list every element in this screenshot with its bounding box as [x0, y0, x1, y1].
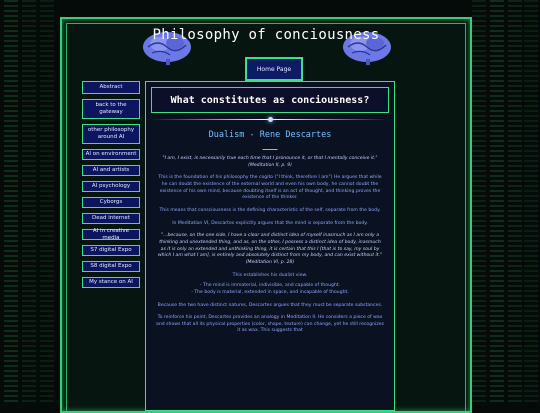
- sidebar-item-my-stance[interactable]: My stance on AI: [82, 277, 140, 288]
- sidebar-item-dead-internet[interactable]: Dead internet: [82, 213, 140, 224]
- paragraph-4: In Meditation VI, Descartes explicitly argues that the mind is separate from the body.: [172, 220, 368, 226]
- section-title: Dualism - Rene Descartes: [208, 130, 332, 140]
- paragraph-6: This establishes his dualist view.: [232, 272, 308, 278]
- sidebar-item-s8-expo[interactable]: S8 digital Expo: [82, 261, 140, 272]
- sidebar-item-other-philosophy[interactable]: other philosophy around AI: [82, 124, 140, 144]
- paragraph-3: This means that consciousness is the defining characteristic of the self, separate from the body.: [159, 207, 381, 213]
- sidebar-nav: [82, 81, 142, 293]
- paragraph-quote-1: "I am, I exist, is necessarily true each time that I pronounce it, or that I mentally conceive it." (Meditation II, p. 9): [162, 156, 378, 168]
- divider: [151, 117, 389, 122]
- site-title: Philosophy of conciousness: [152, 27, 380, 43]
- sidebar-item-ai-psychology[interactable]: AI psychology: [82, 181, 140, 192]
- paragraph-quote-2: "...because, on the one side, I have a clear and distinct idea of myself inasmuch as I am only a thinking and unextended thing, and as, on the other, I possess a distinct idea of body, inasmuch as it is only an extended and unthinking thing, it is certain that this I [that is to say, my soul by which I am what I am], is entirely and absolutely distinct from my body, and can exist without it." (Meditation VI, p. 28): [157, 233, 383, 265]
- section-link[interactable]: ______: [262, 144, 278, 150]
- paragraph-9: Because the two have distinct natures, Descartes argues that they must be separate substances.: [157, 302, 383, 308]
- sidebar-item-gateway[interactable]: back to the gateway: [82, 99, 140, 119]
- page-heading: What constitutes as conciousness?: [151, 87, 389, 113]
- paragraph-7: - The mind is immaterial, indivisible, and capable of thought.: [199, 283, 341, 289]
- sidebar-item-ai-artists[interactable]: AI and artists: [82, 165, 140, 176]
- sidebar-item-s7-expo[interactable]: S7 digital Expo: [82, 245, 140, 256]
- paragraph-8: - The body is material, extended in space, and incapable of thought.: [191, 289, 349, 295]
- sidebar-item-cyborgs[interactable]: Cyborgs: [82, 197, 140, 208]
- home-page-button[interactable]: Home Page: [245, 57, 303, 81]
- sidebar-item-abstract[interactable]: Abstract: [82, 81, 140, 94]
- sidebar-item-ai-creative-media[interactable]: AI in creative media: [82, 229, 140, 240]
- paragraph-2: This is the foundation of his philosophy the cogito ("I think, therefore I am") He argues that while he can doubt the existence of the external world and even his own body, he cannot doubt the existence of his own mind, because doubting itself is an act of thought, and thinking proves the existence of the thinker.: [158, 175, 382, 201]
- sidebar-item-ai-environment[interactable]: AI on environment: [82, 149, 140, 160]
- content-panel: [145, 81, 395, 411]
- main-frame: [60, 17, 472, 413]
- paragraph-10: To reinforce his point, Descartes provides an analogy in Meditation II. He considers a piece of wax and shows that all its physical properties (color, shape, texture) can change, yet he still recognizes it as wax. This suggests that: [156, 315, 384, 334]
